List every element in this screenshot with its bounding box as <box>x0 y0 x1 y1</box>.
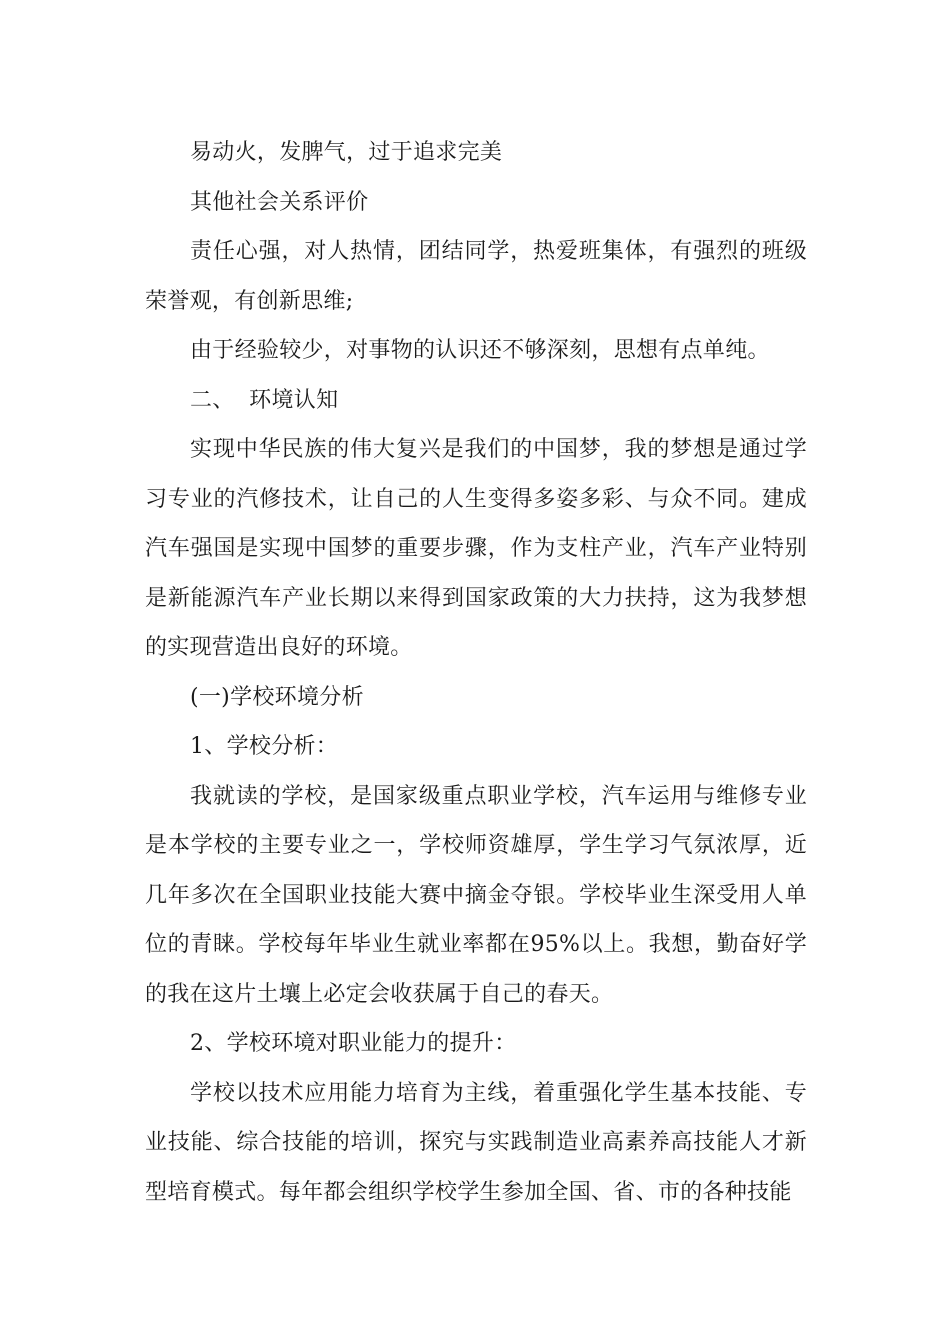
paragraph-responsibility: 责任心强，对人热情，团结同学，热爱班集体，有强烈的班级荣誉观，有创新思维; <box>145 239 807 314</box>
subheading-ability-improvement: 2、学校环境对职业能力的提升： <box>190 1031 517 1056</box>
paragraph-china-dream: 实现中华民族的伟大复兴是我们的中国梦，我的梦想是通过学习专业的汽修技术，让自己的人生变得多姿多彩、与众不同。建成汽车强国是实现中国梦的重要步骤，作为支柱产业，汽车产业特别是新能源汽车产业长期以来得到国家政策的大力扶持，这为我梦想的实现营造出良好的环境。 <box>145 437 807 660</box>
paragraph-school-description: 我就读的学校，是国家级重点职业学校，汽车运用与维修专业是本学校的主要专业之一，学校师资雄厚，学生学习气氛浓厚，近几年多次在全国职业技能大赛中摘金夺银。学校毕业生深受用人单位的青睐。学校每年毕业生就业率都在95%以上。我想，勤奋好学的我在这片土壤上必定会收获属于自己的春天。 <box>145 783 807 1007</box>
subheading-school-analysis: 1、学校分析： <box>190 734 339 759</box>
section-heading-environment: 二、 环境认知 <box>190 387 339 413</box>
subheading-school-environment: (一)学校环境分析 <box>190 684 364 710</box>
paragraph-temper-weakness: 易动火，发脾气，过于追求完美 <box>190 140 503 165</box>
paragraph-experience: 由于经验较少，对事物的认识还不够深刻，思想有点单纯。 <box>190 338 770 363</box>
paragraph-skill-training: 学校以技术应用能力培育为主线，着重强化学生基本技能、专业技能、综合技能的培训，探究与实践制造业高素养高技能人才新型培育模式。每年都会组织学校学生参加全国、省、市的各种技能 <box>145 1080 807 1205</box>
heading-social-evaluation: 其他社会关系评价 <box>190 189 369 215</box>
document-body <box>145 128 807 1217</box>
